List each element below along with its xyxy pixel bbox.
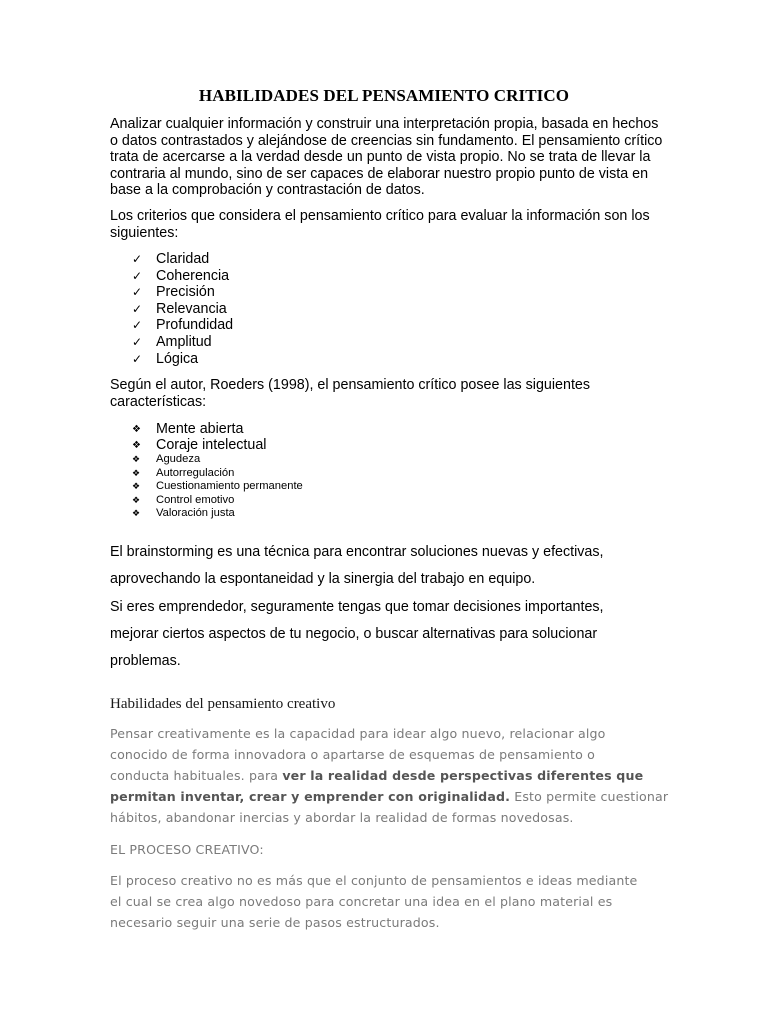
process-paragraph [110, 870, 637, 933]
intro-line: base a la comprobación y contrastación de datos. [110, 182, 425, 199]
criteria-label: Relevancia [156, 300, 227, 317]
list-item [132, 268, 233, 285]
checkmark-icon: ✓ [132, 252, 143, 266]
intro-line: trata de acercarse a la verdad desde un punto de vista propio. No se trata de llevar la [110, 149, 651, 166]
creative-line: Pensar creativamente es la capacidad para idear algo nuevo, relacionar algo [110, 726, 606, 741]
characteristic-label: Control emotivo [156, 493, 235, 506]
characteristic-label: Mente abierta [156, 421, 244, 437]
criteria-label: Amplitud [156, 333, 212, 350]
list-item [132, 453, 303, 467]
list-item [132, 437, 303, 453]
brainstorming-line: Si eres emprendedor, seguramente tengas que tomar decisiones importantes, [110, 599, 604, 615]
checkmark-icon: ✓ [132, 318, 143, 333]
creative-text: conducta habituales. para [110, 768, 283, 783]
brainstorming-line: problemas. [110, 653, 181, 669]
criteria-label: Coherencia [156, 267, 230, 284]
creative-line: conocido de forma innovadora o apartarse de esquemas de pensamiento o [110, 747, 595, 762]
creative-line: hábitos, abandonar inercias y abordar la realidad de formas novedosas. [110, 810, 574, 825]
criteria-intro [110, 208, 650, 241]
brainstorming-line: mejorar ciertos aspectos de tu negocio, o buscar alternativas para solucionar [110, 626, 598, 642]
diamond-bullet-icon: ❖ [132, 454, 141, 464]
criteria-label: Profundidad [156, 317, 234, 334]
process-heading [110, 839, 264, 860]
criteria-label: Precisión [156, 284, 215, 301]
list-item [132, 251, 233, 268]
diamond-bullet-icon: ❖ [132, 424, 141, 435]
checkmark-icon: ✓ [132, 334, 143, 349]
process-heading-text: EL PROCESO CREATIVO: [110, 842, 264, 857]
creative-line [110, 786, 668, 807]
diamond-bullet-icon: ❖ [132, 494, 141, 505]
creative-heading: Habilidades del pensamiento creativo [110, 696, 336, 712]
list-item [132, 334, 233, 351]
author-intro-line: Según el autor, Roeders (1998), el pensamiento crítico posee las siguientes [110, 377, 591, 393]
characteristic-label: Coraje intelectual [156, 437, 267, 453]
process-line: El proceso creativo no es más que el conjunto de pensamientos e ideas mediante [110, 873, 638, 888]
brainstorming-line: aprovechando la espontaneidad y la sinergia del trabajo en equipo. [110, 571, 536, 587]
checkmark-icon: ✓ [132, 301, 143, 316]
diamond-bullet-icon: ❖ [132, 467, 141, 478]
creative-emphasis: permitan inventar, crear y emprender con originalidad. [110, 789, 511, 804]
list-item [132, 351, 233, 368]
characteristic-label: Agudeza [156, 453, 201, 465]
author-intro [110, 377, 650, 410]
criteria-list [132, 251, 233, 367]
checkmark-icon: ✓ [132, 351, 143, 366]
criteria-intro-line: Los criterios que considera el pensamiento crítico para evaluar la información son los [110, 208, 650, 224]
process-line: necesario seguir una serie de pasos estructurados. [110, 915, 440, 930]
intro-line: o datos contrastados y alejándose de creencias sin fundamento. El pensamiento crítico [110, 132, 663, 149]
criteria-label: Lógica [156, 350, 199, 367]
creative-line [110, 765, 668, 786]
list-item [132, 284, 233, 301]
list-item [132, 317, 233, 334]
characteristic-label: Cuestionamiento permanente [156, 480, 303, 493]
list-item [132, 421, 303, 437]
criteria-intro-line: siguientes: [110, 224, 179, 241]
intro-line: contraria al mundo, sino de ser capaces de elaborar nuestro propio punto de vista en [110, 165, 649, 182]
diamond-bullet-icon: ❖ [132, 481, 141, 492]
creative-emphasis: ver la realidad desde perspectivas diferentes que [282, 768, 644, 783]
characteristic-label: Autorregulación [156, 466, 235, 479]
list-item [132, 507, 303, 521]
list-item [132, 467, 303, 481]
diamond-bullet-icon: ❖ [132, 508, 141, 519]
list-item [132, 494, 303, 508]
page-title: HABILIDADES DEL PENSAMIENTO CRITICO [198, 86, 570, 105]
list-item [132, 480, 303, 494]
intro-paragraph [110, 116, 663, 199]
characteristic-label: Valoración justa [156, 507, 235, 520]
list-item [132, 301, 233, 318]
checkmark-icon: ✓ [132, 268, 143, 283]
process-line: el cual se crea algo novedoso para concretar una idea en el plano material es [110, 894, 613, 909]
criteria-label: Claridad [156, 251, 210, 267]
characteristics-list [132, 421, 303, 521]
creative-paragraph [110, 723, 668, 828]
creative-text: Esto permite cuestionar [510, 789, 669, 804]
brainstorming-line: El brainstorming es una técnica para encontrar soluciones nuevas y efectivas, [110, 544, 604, 560]
checkmark-icon: ✓ [132, 285, 143, 300]
intro-line: Analizar cualquier información y construir una interpretación propia, basada en hechos [110, 116, 659, 132]
diamond-bullet-icon: ❖ [132, 440, 141, 451]
author-intro-line: características: [110, 393, 207, 410]
